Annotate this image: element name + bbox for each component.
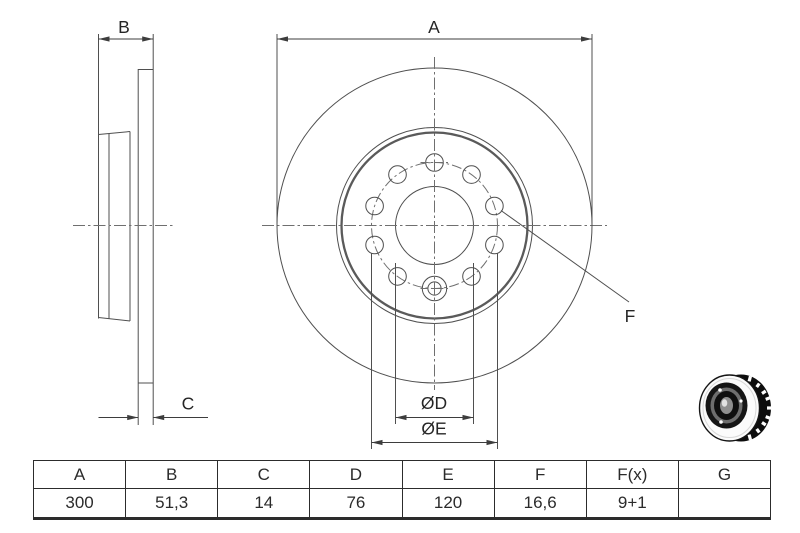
table-header-cell: C [218, 461, 310, 489]
table-value-cell: 9+1 [586, 489, 678, 519]
bolt-hole [389, 166, 407, 184]
table-value-cell: 300 [34, 489, 126, 519]
arrowhead-left [396, 415, 407, 420]
arrowhead-right [127, 415, 138, 420]
stud-hole [719, 420, 723, 424]
table-value-cell [678, 489, 770, 519]
arrowhead-right [463, 415, 474, 420]
table-value-cell: 51,3 [126, 489, 218, 519]
disc-3d-render [700, 375, 772, 442]
table-value-cell: 120 [402, 489, 494, 519]
dim-label-b: B [118, 17, 130, 37]
table-header-cell: F(x) [586, 461, 678, 489]
stud-hole [739, 399, 742, 402]
dim-label-d: ØD [420, 393, 448, 413]
table-header-cell: A [34, 461, 126, 489]
dim-label-f: F [624, 306, 636, 326]
table-header-cell: G [678, 461, 770, 489]
dimension-table [33, 460, 771, 520]
dim-label-e: ØE [421, 418, 447, 439]
table-value-cell: 16,6 [494, 489, 586, 519]
arrowhead-right [487, 440, 498, 445]
arrowhead-right [142, 36, 153, 41]
arrowhead-left [277, 36, 288, 41]
stud-hole [718, 388, 722, 392]
dimension-b [99, 17, 154, 42]
bore-glint [722, 399, 728, 407]
dim-label-c: C [181, 393, 195, 414]
arrowhead-right [581, 36, 592, 41]
arrowhead-left [372, 440, 383, 445]
hat-bottom-edge [99, 318, 131, 322]
table-header-cell: F [494, 461, 586, 489]
table-header-cell: D [310, 461, 402, 489]
arrowhead-left [99, 36, 110, 41]
bolt-hole [366, 236, 384, 254]
table-header-row [34, 461, 771, 489]
brake-disc-photo [694, 372, 778, 446]
table-header-cell: E [402, 461, 494, 489]
table-header-cell: B [126, 461, 218, 489]
table-value-cell: 14 [218, 489, 310, 519]
hat-top-edge [99, 132, 131, 135]
table-value-row [34, 489, 771, 519]
dim-label-a: A [428, 17, 440, 37]
arrowhead-left [153, 415, 164, 420]
side-view-section [99, 34, 154, 425]
table-value-cell: 76 [310, 489, 402, 519]
